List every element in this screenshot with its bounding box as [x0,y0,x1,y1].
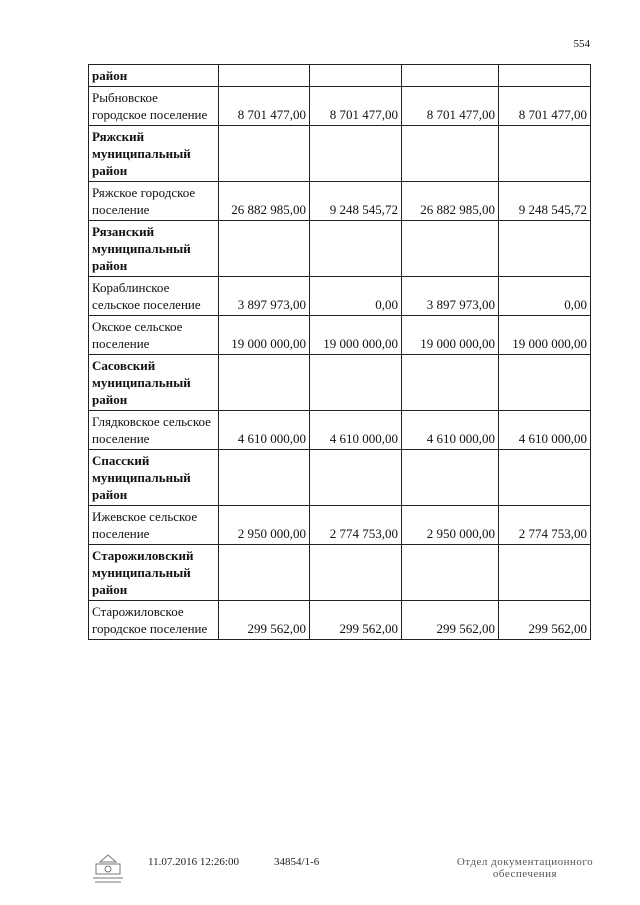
amount-cell: 19 000 000,00 [499,316,591,355]
amount-cell: 2 774 753,00 [499,506,591,545]
amount-cell: 3 897 973,00 [402,277,499,316]
page-number: 554 [573,38,590,50]
budget-table [88,64,591,640]
settlement-row [89,411,591,450]
amount-cell [499,450,591,506]
amount-cell [499,221,591,277]
row-name-cell: Кораблинское сельское поселение [89,277,219,316]
amount-cell: 0,00 [499,277,591,316]
footer-department: Отдел документационного обеспечения [456,856,594,880]
region-row [89,65,591,87]
region-row [89,545,591,601]
amount-cell: 299 562,00 [219,601,310,640]
region-row [89,126,591,182]
amount-cell: 4 610 000,00 [499,411,591,450]
amount-cell: 4 610 000,00 [219,411,310,450]
amount-cell [310,221,402,277]
amount-cell [402,221,499,277]
amount-cell: 9 248 545,72 [499,182,591,221]
amount-cell: 8 701 477,00 [219,87,310,126]
amount-cell [499,355,591,411]
amount-cell: 8 701 477,00 [499,87,591,126]
amount-cell [310,355,402,411]
amount-cell [402,450,499,506]
row-name-cell: Ряжское городское поселение [89,182,219,221]
region-row [89,450,591,506]
amount-cell: 2 950 000,00 [402,506,499,545]
amount-cell [402,65,499,87]
settlement-row [89,277,591,316]
amount-cell [310,450,402,506]
settlement-row [89,182,591,221]
amount-cell [219,355,310,411]
amount-cell [219,65,310,87]
amount-cell [402,545,499,601]
settlement-row [89,601,591,640]
amount-cell: 26 882 985,00 [219,182,310,221]
settlement-row [89,506,591,545]
amount-cell: 299 562,00 [499,601,591,640]
amount-cell: 299 562,00 [402,601,499,640]
amount-cell: 9 248 545,72 [310,182,402,221]
amount-cell [499,65,591,87]
row-name-cell: Глядковское сельское поселение [89,411,219,450]
row-name-cell: район [89,65,219,87]
amount-cell [402,126,499,182]
amount-cell [310,126,402,182]
amount-cell [499,126,591,182]
amount-cell: 26 882 985,00 [402,182,499,221]
amount-cell: 8 701 477,00 [310,87,402,126]
amount-cell [499,545,591,601]
amount-cell [219,450,310,506]
amount-cell: 299 562,00 [310,601,402,640]
row-name-cell: Ижевское сельское поселение [89,506,219,545]
settlement-row [89,87,591,126]
amount-cell [219,126,310,182]
amount-cell: 19 000 000,00 [402,316,499,355]
amount-cell: 19 000 000,00 [219,316,310,355]
settlement-row [89,316,591,355]
amount-cell [219,545,310,601]
region-row [89,221,591,277]
row-name-cell: Спасский муниципальный район [89,450,219,506]
amount-cell [310,65,402,87]
amount-cell: 19 000 000,00 [310,316,402,355]
row-name-cell: Рязанский муниципальный район [89,221,219,277]
row-name-cell: Старожиловский муниципальный район [89,545,219,601]
amount-cell: 3 897 973,00 [219,277,310,316]
row-name-cell: Рыбновское городское поселение [89,87,219,126]
amount-cell: 2 950 000,00 [219,506,310,545]
amount-cell: 8 701 477,00 [402,87,499,126]
amount-cell [310,545,402,601]
stamp-icon [88,852,128,886]
footer-timestamp: 11.07.2016 12:26:00 [148,856,239,868]
amount-cell: 0,00 [310,277,402,316]
amount-cell: 4 610 000,00 [402,411,499,450]
footer-doc-number: 34854/1-6 [274,856,320,868]
amount-cell [219,221,310,277]
amount-cell: 4 610 000,00 [310,411,402,450]
amount-cell [402,355,499,411]
region-row [89,355,591,411]
row-name-cell: Ряжский муниципальный район [89,126,219,182]
row-name-cell: Старожиловское городское поселение [89,601,219,640]
row-name-cell: Окское сельское поселение [89,316,219,355]
row-name-cell: Сасовский муниципальный район [89,355,219,411]
amount-cell: 2 774 753,00 [310,506,402,545]
